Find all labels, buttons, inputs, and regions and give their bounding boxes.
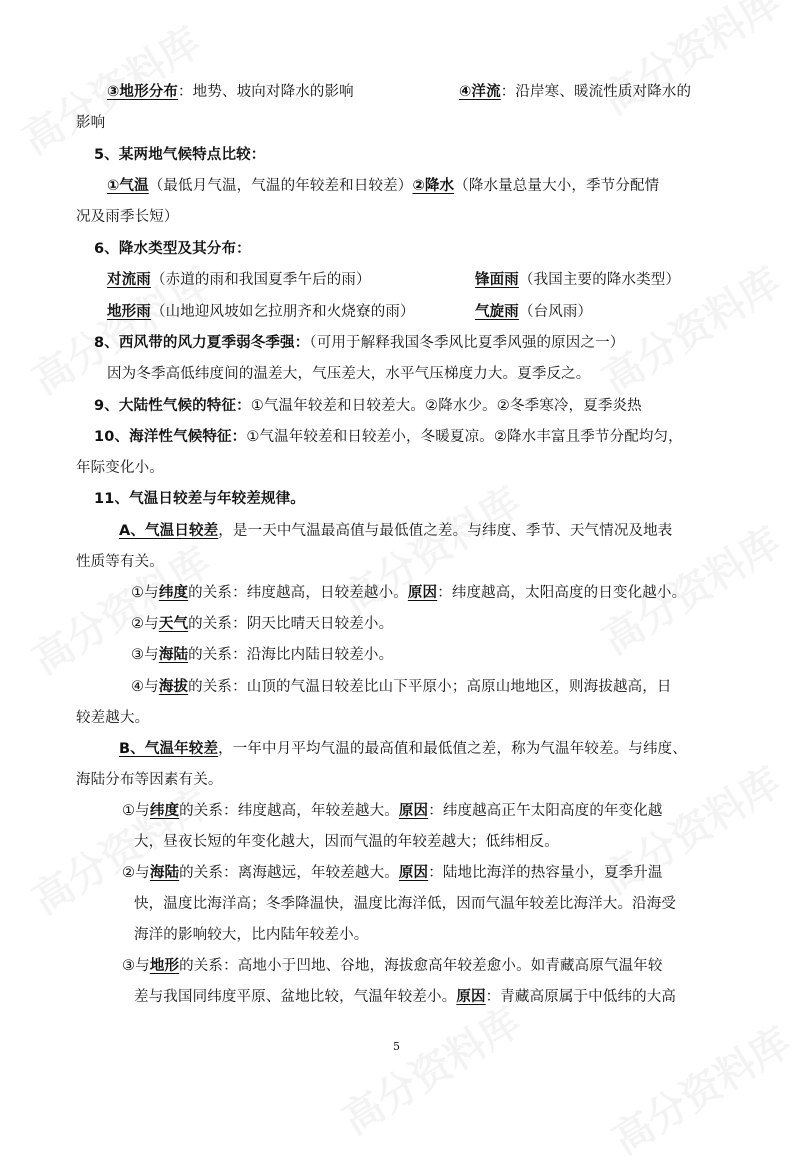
heading-term: A、气温日较差 [119, 523, 219, 539]
text: （台风雨） [518, 304, 593, 320]
section-heading: 5、某两地气候特点比较： [94, 147, 266, 163]
text-line [107, 302, 415, 322]
text-line: 性质等有关。 [76, 554, 164, 570]
text: 的关系：高地小于凹地、谷地，海拔愈高年较差愈小。如青藏高原气温年较 [179, 958, 663, 974]
heading-term: 海陆 [149, 865, 180, 881]
heading-term: ①气温 [107, 178, 149, 194]
section-heading: 11、气温日较差与年较差规律。 [94, 491, 305, 507]
text: ①与 [122, 803, 150, 819]
text: （最低月气温，气温的年较差和日较差） [148, 178, 413, 194]
text: 的关系：离海越远，年较差越大。 [179, 865, 399, 881]
text-line [107, 82, 354, 102]
heading-term: 原因 [398, 865, 429, 881]
watermark [330, 991, 530, 1145]
heading-term: 原因 [407, 585, 438, 601]
text-line [119, 739, 687, 759]
text: 的关系：山顶的气温日较差比山下平原小；高原山地地区，则海拔越高，日 [188, 679, 672, 695]
text-line: 快，温度比海洋高；冬季降温快，温度比海洋低，因而气温年较差比海洋大。沿海受 [134, 896, 677, 912]
text-line: 海陆分布等因素有关。 [76, 772, 223, 788]
heading-term: 海陆 [158, 647, 189, 663]
text: ：陆地比海洋的热容量小，夏季升温 [428, 865, 663, 881]
text-line: 海洋的影响较大，比内陆年较差小。 [134, 927, 369, 943]
heading-term: ③地形分布 [107, 84, 179, 100]
text: ③与 [122, 958, 150, 974]
text: （可用于解释我国冬季风比夏季风强的原因之一） [309, 335, 625, 351]
text-line [94, 333, 624, 353]
text-line: 大，昼夜长短的年变化越大，因而气温的年较差越大；低纬相反。 [134, 834, 559, 850]
text-line [122, 863, 663, 883]
text-line [122, 801, 663, 821]
text-line [107, 176, 659, 196]
text: （赤道的雨和我国夏季午后的雨） [150, 272, 371, 288]
section-heading: 10、海洋性气候特征： [94, 429, 247, 445]
heading-term: 气旋雨 [475, 304, 519, 320]
text-line [131, 645, 393, 665]
heading-term: 天气 [158, 616, 189, 632]
section-heading: 8、西风带的风力夏季弱冬季强： [94, 335, 310, 351]
watermark [590, 0, 790, 126]
text-line: 况及雨季长短） [76, 209, 179, 225]
text-line [94, 427, 683, 447]
text: ②与 [131, 616, 159, 632]
text-line [475, 270, 680, 290]
text-line: 年际变化小。 [76, 460, 164, 476]
text-line [122, 956, 663, 976]
heading-term: ④洋流 [459, 84, 501, 100]
text: ：地势、坡向对降水的影响 [178, 84, 354, 100]
text-line [459, 82, 691, 102]
text: （山地迎风坡如乞拉朋齐和火烧寮的雨） [150, 304, 415, 320]
heading-term: 海拔 [158, 679, 189, 695]
text-line [131, 614, 393, 634]
heading-term: ②降水 [412, 178, 455, 194]
text-line [134, 987, 676, 1007]
text: ：纬度越高，太阳高度的日变化越小。 [437, 585, 687, 601]
page-number: 5 [393, 1040, 400, 1053]
heading-term: 原因 [456, 989, 486, 1005]
text: （降水量总量大小，季节分配情 [454, 178, 660, 194]
text: ④与 [131, 679, 159, 695]
heading-term: 纬度 [158, 585, 189, 601]
heading-term: 对流雨 [107, 272, 151, 288]
text: ①与 [131, 585, 159, 601]
text-line [131, 583, 686, 603]
text: 的关系：纬度越高，日较差越小。 [188, 585, 408, 601]
text: 差与我国同纬度平原、盆地比较，气温年较差小。 [134, 989, 457, 1005]
text: ①气温年较差和日较差小，冬暖夏凉。②降水丰富且季节分配均匀， [246, 429, 683, 445]
text: ③与 [131, 647, 159, 663]
text: ，是一天中气温最高值与最低值之差。与纬度、季节、天气情况及地表 [218, 523, 673, 539]
text: ：沿岸寒、暖流性质对降水的 [500, 84, 692, 100]
text-line: 影响 [76, 115, 106, 131]
text-line [119, 521, 672, 541]
text: ：纬度越高正午太阳高度的年变化越 [428, 803, 663, 819]
text-line [475, 302, 592, 322]
text: ，一年中月平均气温的最高值和最低值之差，称为气温年较差。与纬度、 [218, 741, 687, 757]
section-heading: 9、大陆性气候的特征： [94, 398, 251, 414]
text: ②与 [122, 865, 150, 881]
text-line [94, 396, 642, 416]
section-heading: 6、降水类型及其分布： [94, 241, 251, 257]
text: ①气温年较差和日较差大。②降水少。②冬季寒冷，夏季炎热 [250, 398, 642, 414]
heading-term: 地形 [149, 958, 180, 974]
text: 的关系：沿海比内陆日较差小。 [188, 647, 394, 663]
watermark [600, 1011, 793, 1165]
heading-term: B、气温年较差 [119, 741, 219, 757]
heading-term: 原因 [398, 803, 429, 819]
text: ：青藏高原属于中低纬的大高 [485, 989, 677, 1005]
text: （我国主要的降水类型） [518, 272, 681, 288]
heading-term: 锋面雨 [475, 272, 519, 288]
text-line [131, 677, 672, 697]
text-line [107, 270, 371, 290]
text-line: 因为冬季高低纬度间的温差大，气压差大，水平气压梯度力大。夏季反之。 [107, 366, 591, 382]
text-line: 较差越大。 [76, 710, 150, 726]
text: 的关系：纬度越高，年较差越大。 [179, 803, 399, 819]
heading-term: 纬度 [149, 803, 180, 819]
text: 的关系：阴天比晴天日较差小。 [188, 616, 394, 632]
heading-term: 地形雨 [107, 304, 151, 320]
